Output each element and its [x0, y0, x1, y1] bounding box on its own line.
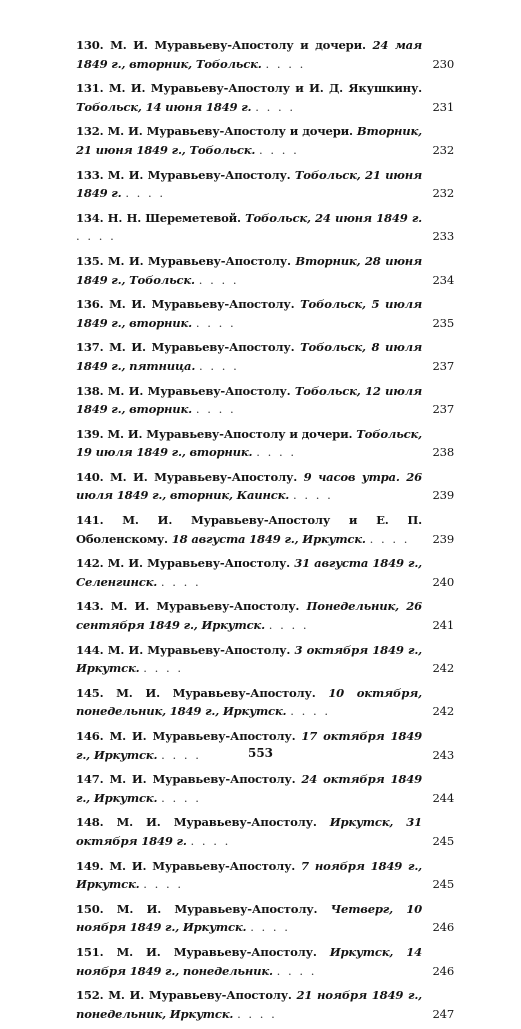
- toc-entry: [76, 382, 454, 419]
- entry-date-place: Четверг, 10 ноября 1849 г., Иркутск.: [76, 901, 422, 935]
- toc-entry: [76, 209, 454, 246]
- entry-date-place: Иркутск, 14 ноября 1849 г., понедельник.: [76, 944, 422, 978]
- entry-page: 238: [432, 445, 454, 460]
- entry-recipient: М. И. Муравьеву-Апостолу.: [110, 469, 298, 484]
- entry-date-place: 17 октября 1849 г., Иркутск.: [76, 729, 422, 762]
- entry-number: 146.: [76, 729, 104, 743]
- entry-recipient: М. И. Муравьеву-Апостолу.: [116, 815, 317, 830]
- entry-page: 242: [432, 661, 454, 676]
- entry-recipient: М. И. Муравьеву-Апостолу.: [107, 167, 291, 182]
- entry-recipient: М. И. Муравьеву-Апостолу и дочери.: [107, 426, 353, 441]
- entry-date-place: Тобольск, 8 июля 1849 г., пятница.: [76, 340, 422, 373]
- entry-date-place: 10 октября, понедельник, 1849 г., Иркутск.: [76, 685, 422, 719]
- dot-leader: . . . .: [250, 920, 290, 935]
- toc-entry: [76, 554, 454, 591]
- toc-entry: [76, 770, 454, 807]
- entry-number: 139.: [76, 426, 104, 441]
- entry-page: 240: [432, 574, 454, 589]
- dot-leader: . . . .: [143, 877, 184, 892]
- entry-date-place: Иркутск, 31 октября 1849 г.: [76, 815, 422, 848]
- entry-number: 141.: [76, 513, 104, 528]
- entry-page: 245: [432, 833, 454, 848]
- dot-leader: . . . .: [199, 358, 239, 373]
- entry-recipient: М. И. Муравьеву-Апостолу.: [116, 685, 316, 700]
- entry-recipient: Н. Н. Шереметевой.: [107, 210, 241, 225]
- toc-entry: [76, 252, 454, 289]
- entry-date-place: 31 августа 1849 г., Селенгинск.: [76, 556, 423, 589]
- dot-leader: . . . .: [198, 272, 239, 287]
- entry-page: 234: [432, 272, 454, 287]
- page-number: 553: [247, 746, 274, 760]
- dot-leader: . . . .: [292, 488, 333, 503]
- entry-date-place: Тобольск, 5 июля 1849 г., вторник.: [76, 297, 422, 330]
- dot-leader: . . . .: [190, 833, 231, 848]
- toc-entry: [76, 338, 454, 375]
- dot-leader: . . . .: [256, 445, 297, 460]
- entry-number: 138.: [76, 383, 104, 398]
- entry-page: 245: [432, 877, 454, 892]
- dot-leader: . . . .: [276, 963, 317, 978]
- entry-number: 143.: [76, 599, 104, 614]
- toc-entry: [76, 425, 454, 462]
- dot-leader: . . . .: [369, 531, 410, 546]
- entry-page: 235: [432, 315, 454, 330]
- dot-leader: . . . .: [125, 186, 166, 201]
- entry-recipient: М. И. Муравьеву-Апостолу.: [109, 297, 295, 312]
- entry-recipient: М. И. Муравьеву-Апостолу.: [109, 340, 295, 355]
- dot-leader: . . . .: [259, 142, 299, 157]
- dot-leader: . . . .: [268, 618, 309, 633]
- entry-date-place: Тобольск, 24 июня 1849 г.: [245, 210, 422, 225]
- entry-number: 145.: [76, 685, 104, 700]
- entry-date-place: 24 октября 1849 г., Иркутск.: [76, 772, 422, 805]
- dot-leader: . . . .: [161, 790, 201, 805]
- entry-page: 247: [432, 1006, 454, 1021]
- entry-date-place: Тобольск, 14 июня 1849 г.: [76, 99, 252, 114]
- entry-number: 137.: [76, 340, 104, 355]
- entry-recipient: М. И. Муравьеву-Апостолу.: [116, 901, 318, 916]
- entry-page: 230: [432, 56, 454, 71]
- dot-leader: . . . .: [237, 1006, 277, 1021]
- entry-date-place: 9 часов утра. 26 июля 1849 г., вторник, Каинск.: [76, 469, 422, 503]
- entry-recipient: М. И. Муравьеву-Апостолу.: [109, 858, 296, 873]
- entry-page: 237: [432, 358, 454, 373]
- entry-date-place: Вторник, 28 июня 1849 г., Тобольск.: [76, 253, 423, 287]
- entry-recipient: М. И. Муравьеву-Апостолу.: [107, 253, 291, 268]
- entry-recipient: М. И. Муравьеву-Апостолу и И. Д. Якушкину.: [108, 81, 423, 96]
- toc-entry: [76, 295, 454, 332]
- entry-recipient: М. И. Муравьеву-Апостолу и дочери.: [110, 38, 366, 52]
- entry-date-place: 21 ноября 1849 г., понедельник, Иркутск.: [76, 988, 422, 1021]
- entry-number: 132.: [76, 124, 104, 139]
- toc-entry: [76, 166, 454, 203]
- entry-recipient: М. И. Муравьеву-Апостолу.: [109, 772, 296, 787]
- entry-page: 246: [432, 963, 454, 978]
- entry-recipient: М. И. Муравьеву-Апостолу.: [110, 599, 300, 614]
- entry-number: 150.: [76, 901, 104, 916]
- entry-number: 133.: [76, 167, 104, 182]
- entry-number: 134.: [76, 210, 104, 225]
- entry-number: 140.: [76, 469, 104, 484]
- entry-date-place: Тобольск, 12 июля 1849 г., вторник.: [76, 383, 422, 417]
- entry-number: 147.: [76, 772, 104, 787]
- entry-number: 131.: [76, 81, 104, 96]
- entry-date-place: 7 ноября 1849 г., Иркутск.: [76, 858, 422, 892]
- entry-recipient: М. И. Муравьеву-Апостолу.: [108, 988, 292, 1003]
- entry-number: 136.: [76, 297, 104, 312]
- entry-date-place: Тобольск, 21 июня 1849 г.: [76, 167, 422, 201]
- entry-page: 232: [432, 186, 454, 201]
- dot-leader: . . . .: [290, 704, 331, 719]
- dot-leader: . . . .: [76, 229, 116, 244]
- entry-page: 231: [432, 99, 454, 114]
- toc-entry: [76, 813, 454, 850]
- entry-date-place: 18 августа 1849 г., Иркутск.: [171, 531, 366, 546]
- entry-page: 239: [432, 531, 454, 546]
- toc-entry: [76, 986, 454, 1023]
- table-of-contents: [76, 36, 454, 1029]
- entry-number: 149.: [76, 858, 104, 873]
- toc-entry: [76, 468, 454, 505]
- entry-page: 241: [432, 618, 454, 633]
- entry-number: 152.: [76, 988, 104, 1003]
- entry-recipient: М. И. Муравьеву-Апостолу.: [107, 383, 291, 398]
- dot-leader: . . . .: [161, 747, 201, 762]
- entry-page: 239: [432, 488, 454, 503]
- entry-page: 237: [432, 402, 454, 417]
- entry-page: 242: [432, 704, 454, 719]
- dot-leader: . . . .: [265, 56, 306, 71]
- toc-entry: [76, 641, 454, 678]
- entry-number: 144.: [76, 642, 104, 657]
- toc-entry: [76, 597, 454, 634]
- entry-recipient: М. И. Муравьеву-Апостолу и Е. П. Оболенскому.: [76, 513, 422, 546]
- entry-page: 232: [432, 142, 454, 157]
- dot-leader: . . . .: [160, 574, 201, 589]
- toc-entry: [76, 684, 454, 721]
- entry-recipient: М. И. Муравьеву-Апостолу.: [116, 944, 317, 959]
- dot-leader: . . . .: [143, 661, 184, 676]
- toc-entry: [76, 122, 454, 159]
- entry-date-place: Тобольск, 19 июля 1849 г., вторник.: [76, 426, 422, 460]
- dot-leader: . . . .: [195, 315, 236, 330]
- entry-recipient: М. И. Муравьеву-Апостолу и дочери.: [107, 124, 353, 139]
- entry-number: 142.: [76, 556, 104, 571]
- dot-leader: . . . .: [195, 402, 236, 417]
- toc-entry: [76, 79, 454, 116]
- toc-entry: [76, 943, 454, 980]
- entry-date-place: 24 мая 1849 г., вторник, Тобольск.: [76, 38, 422, 71]
- entry-recipient: М. И. Муравьеву-Апостолу.: [107, 556, 291, 571]
- toc-entry: [76, 511, 454, 548]
- dot-leader: . . . .: [255, 99, 296, 114]
- entry-date-place: Понедельник, 26 сентября 1849 г., Иркутск.: [76, 599, 423, 633]
- entry-number: 148.: [76, 815, 104, 830]
- entry-page: 233: [432, 229, 454, 244]
- entry-number: 130.: [76, 38, 104, 52]
- toc-entry: [76, 36, 454, 73]
- entry-date-place: Вторник, 21 июня 1849 г., Тобольск.: [76, 124, 422, 157]
- toc-entry: [76, 857, 454, 894]
- entry-page: 244: [432, 790, 454, 805]
- entry-page: 243: [432, 747, 454, 762]
- entry-number: 135.: [76, 253, 104, 268]
- entry-page: 246: [432, 920, 454, 935]
- toc-entry: [76, 900, 454, 937]
- entry-recipient: М. И. Муравьеву-Апостолу.: [109, 729, 296, 743]
- entry-number: 151.: [76, 944, 104, 959]
- entry-date-place: 3 октября 1849 г., Иркутск.: [76, 642, 422, 676]
- entry-recipient: М. И. Муравьеву-Апостолу.: [107, 642, 291, 657]
